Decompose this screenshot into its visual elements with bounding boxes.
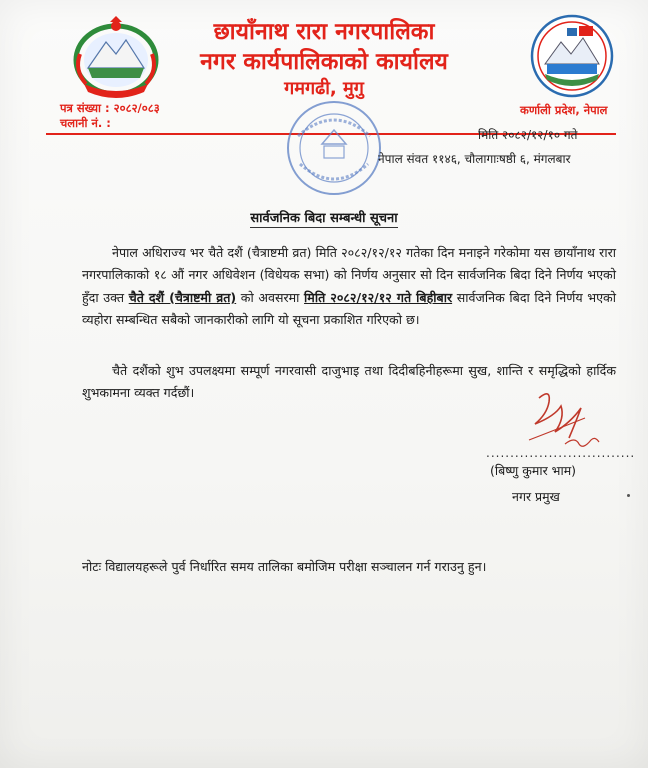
notice-title-text: सार्वजनिक बिदा सम्बन्धी सूचना bbox=[250, 211, 398, 226]
notice-title bbox=[0, 208, 648, 226]
notice-paragraph-1 bbox=[82, 242, 616, 332]
p1-text-c: सार्वजनिक बिदा दिने निर्णय भएको व्यहोरा सम्बन्धित सबैको जानकारीको लागि यो सूचना प्रकाशित गरिएको छ। bbox=[82, 289, 616, 328]
header-municipality-name: छायाँनाथ रारा नगरपालिका bbox=[213, 19, 435, 45]
signer-designation: नगर प्रमुख bbox=[512, 489, 560, 504]
province-name: कर्णाली प्रदेश, नेपाल bbox=[520, 103, 608, 117]
letter-reference-number: पत्र संख्या : २०८२/०८३ bbox=[60, 101, 160, 115]
handwritten-signature bbox=[525, 388, 605, 454]
notice-paragraph-2: चैते दशैंको शुभ उपलक्ष्यमा सम्पूर्ण नगरवासी दाजुभाइ तथा दिदीबहिनीहरूमा सुख, शान्ति र समृद्धिको हार्दिक शुभकामना व्यक्त गर्दछौं। bbox=[82, 363, 616, 401]
p1-text-b: को अवसरमा bbox=[240, 289, 300, 305]
festival-name-highlight: चैते दशैं (चैत्राष्टमी व्रत) bbox=[128, 289, 237, 305]
header-address: गमगढी, मुगु bbox=[284, 78, 364, 99]
scan-speck bbox=[627, 494, 630, 497]
dispatch-number: चलानी नं. : bbox=[60, 116, 111, 130]
office-stamp bbox=[282, 96, 386, 200]
nepal-samvat-date: नेपाल संवत ११४६, चौलागाःषष्ठी ६, मंगलबार bbox=[378, 152, 571, 166]
holiday-date-highlight: मिति २०८२/१२/१२ गते बिहीबार bbox=[304, 289, 453, 305]
signature-line: ............................... bbox=[486, 446, 636, 460]
p1-text-a: नेपाल अधिराज्य भर चैते दशैं (चैत्राष्टमी व्रत) मिति २०८२/१२/१२ गतेका दिन मनाइने गरेकोमा यस छायाँनाथ रारा नगरपालिकाको १८ औं नगर अधिवेशन (विधेयक सभा) को निर्णय अनुसार सो दिन सार्वजनिक बिदा दिने निर्णय भएको हुँदा उक्त bbox=[82, 245, 616, 305]
letter-date: मिति २०८२/१२/१० गते bbox=[478, 128, 578, 142]
footer-note: नोटः विद्यालयहरूले पुर्व निर्धारित समय तालिका बमोजिम परीक्षा सञ्चालन गर्न गराउनु हुन। bbox=[82, 559, 487, 574]
header-office-name: नगर कार्यपालिकाको कार्यालय bbox=[200, 49, 448, 75]
municipality-logo bbox=[527, 12, 617, 100]
signer-name: (बिष्णु कुमार भाम) bbox=[490, 463, 577, 478]
